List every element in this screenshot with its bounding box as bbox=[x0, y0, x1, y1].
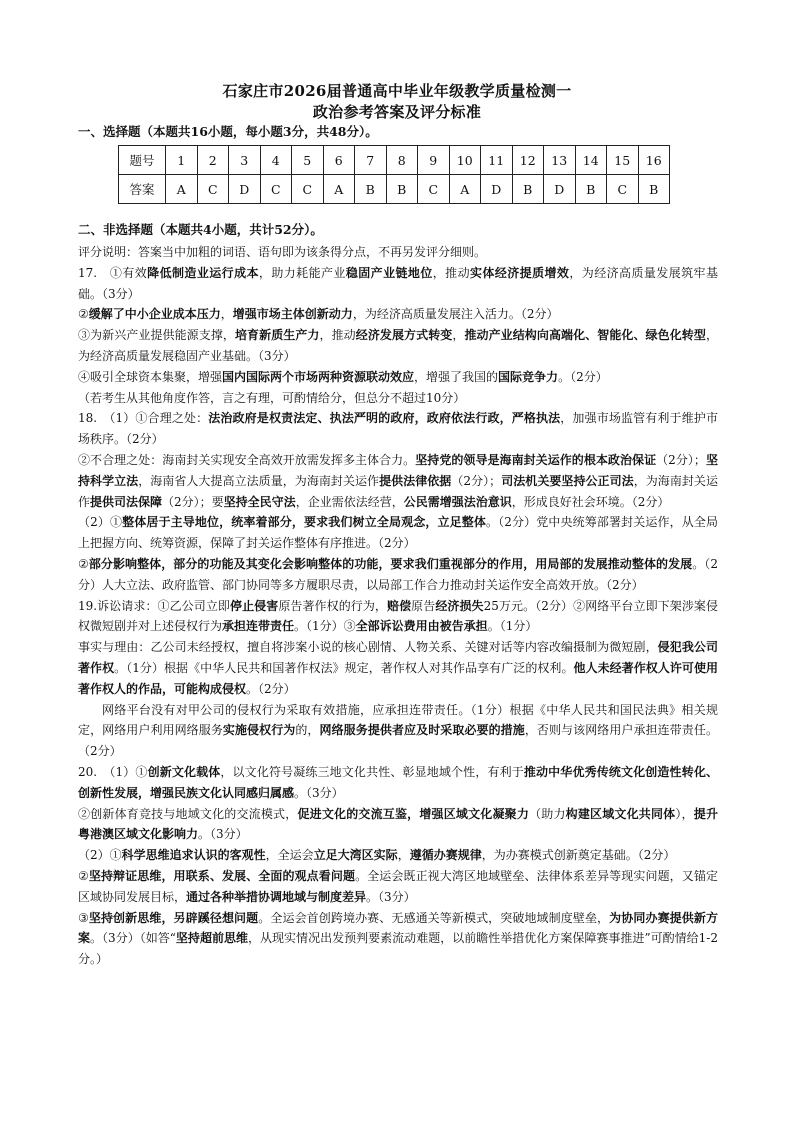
question-number: 10 bbox=[449, 146, 481, 175]
row-label-number: 题号 bbox=[119, 146, 166, 175]
answer-cell: C bbox=[607, 175, 639, 204]
question-number: 16 bbox=[638, 146, 670, 175]
question-number: 1 bbox=[166, 146, 198, 175]
q19-claims: 19.诉讼请求：①乙公司立即停止侵害原告著作权的行为，赔偿原告经济损失25万元。（2分）②网络平台立即下架涉案侵权微短剧并对上述侵权行为承担连带责任。（1分）③全部诉讼费用由被告承担。（1分） bbox=[78, 598, 718, 634]
q17-point-2: ②缓解了中小企业成本压力，增强市场主体创新动力，为经济高质量发展注入活力。（2分） bbox=[78, 307, 559, 322]
section1-heading: 一、选择题（本题共16小题，每小题3分，共48分）。 bbox=[78, 124, 378, 139]
scoring-note: 评分说明：答案当中加粗的词语、语句即为该条得分点，不再另发评分细则。 bbox=[78, 245, 487, 259]
q20-part2-point-2: ②坚持辩证思维，用联系、发展、全面的观点看问题。全运会既正视大湾区地域壁垒、法律体系差异等现实问题，又锚定区域协同发展目标，通过各种举措协调地域与制度差异。（3分） bbox=[78, 868, 718, 904]
q17-note: （若考生从其他角度作答，言之有理，可酌情给分，但总分不超过10分） bbox=[78, 390, 466, 405]
question-number: 12 bbox=[512, 146, 544, 175]
q20-part2-point-3: ③坚持创新思维，另辟蹊径想问题。全运会首创跨境办赛、无感通关等新模式，突破地域制度壁垒，为协同办赛提供新方案。（3分）（如答“坚持超前思维，从现实情况出发预判要素流动难题，以前瞻性举措优化方案保障赛事推进”可酌情给1-2分。） bbox=[78, 910, 718, 967]
answer-cell: D bbox=[229, 175, 261, 204]
document-title: 石家庄市2026届普通高中毕业年级教学质量检测一 bbox=[222, 82, 572, 100]
q19-facts-reasons: 事实与理由：乙公司未经授权，擅自将涉案小说的核心剧情、人物关系、关键对话等内容改编摄制为微短剧，侵犯我公司著作权。（1分）根据《中华人民共和国著作权法》规定，著作权人对其作品享有广泛的权利。他人未经著作权人许可使用著作权人的作品，可能构成侵权。（2分） bbox=[78, 640, 718, 696]
answer-cell: B bbox=[512, 175, 544, 204]
q18-part1-point-2: ②不合理之处：海南封关实现安全高效开放需发挥多主体合力。坚持党的领导是海南封关运作的根本政治保证（2分）；坚持科学立法，海南省人大提高立法质量，为海南封关运作提供法律依据（2分）；司法机关要坚持公正司法，为海南封关运作提供司法保障（2分）；要坚持全民守法，企业需依法经营，公民需增强法治意识，形成良好社会环境。（2分） bbox=[78, 452, 718, 509]
answer-cell: C bbox=[260, 175, 292, 204]
answer-table-number-row bbox=[119, 146, 670, 175]
question-number: 8 bbox=[386, 146, 418, 175]
question-number: 2 bbox=[197, 146, 229, 175]
question-number: 11 bbox=[481, 146, 513, 175]
answer-cell: A bbox=[323, 175, 355, 204]
q17-point-3: ③为新兴产业提供能源支撑，培育新质生产力，推动经济发展方式转变，推动产业结构向高端化、智能化、绿色化转型，为经济高质量发展稳固产业基础。（3分） bbox=[78, 328, 718, 363]
question-number: 14 bbox=[575, 146, 607, 175]
answer-cell: B bbox=[355, 175, 387, 204]
answer-cell: B bbox=[575, 175, 607, 204]
question-number: 4 bbox=[260, 146, 292, 175]
question-number: 3 bbox=[229, 146, 261, 175]
section2-body bbox=[78, 242, 718, 970]
answer-cell: D bbox=[544, 175, 576, 204]
q20-part2-point-1: （2）①科学思维追求认识的客观性，全运会立足大湾区实际，遵循办赛规律，为办赛模式创新奠定基础。（2分） bbox=[78, 848, 676, 863]
q19-platform-liability: 网络平台没有对甲公司的侵权行为采取有效措施，应承担连带责任。（1分）根据《中华人民共和国民法典》相关规定，网络用户利用网络服务实施侵权行为的，网络服务提供者应及时采取必要的措施，否则与该网络用户承担连带责任。（2分） bbox=[78, 702, 718, 759]
answer-cell: B bbox=[386, 175, 418, 204]
q17-point-4: ④吸引全球资本集聚，增强国内国际两个市场两种资源联动效应，增强了我国的国际竞争力。（2分） bbox=[78, 369, 608, 384]
answer-cell: A bbox=[166, 175, 198, 204]
document-subtitle: 政治参考答案及评分标准 bbox=[312, 103, 482, 121]
q18-part1-point-1: 18. （1）①合理之处：法治政府是权责法定、执法严明的政府，政府依法行政，严格执法，加强市场监管有利于维护市场秩序。（2分） bbox=[78, 411, 718, 447]
q18-part2-point-1: （2）①整体居于主导地位，统率着部分，要求我们树立全局观念，立足整体。（2分）党中央统筹部署封关运作，从全局上把握方向、统筹资源，保障了封关运作整体有序推进。（2分） bbox=[78, 515, 718, 551]
question-number: 9 bbox=[418, 146, 450, 175]
row-label-answer: 答案 bbox=[119, 175, 166, 204]
answer-cell: B bbox=[638, 175, 670, 204]
q17-point-1: 17. ①有效降低制造业运行成本，助力耗能产业稳固产业链地位，推动实体经济提质增效，为经济高质量发展筑牢基础。（3分） bbox=[78, 265, 718, 301]
answer-cell: C bbox=[197, 175, 229, 204]
answer-table bbox=[118, 145, 670, 204]
question-number: 7 bbox=[355, 146, 387, 175]
answer-cell: A bbox=[449, 175, 481, 204]
q20-part1-point-1: 20. （1）①创新文化载体，以文化符号凝练三地文化共性、彰显地域个性，有利于推动中华优秀传统文化创造性转化、创新性发展，增强民族文化认同感归属感。（3分） bbox=[78, 764, 718, 800]
question-number: 5 bbox=[292, 146, 324, 175]
answer-table-answer-row bbox=[119, 175, 670, 204]
question-number: 15 bbox=[607, 146, 639, 175]
answer-cell: C bbox=[292, 175, 324, 204]
section2-heading: 二、非选择题（本题共4小题，共计52分）。 bbox=[78, 222, 323, 237]
answer-cell: D bbox=[481, 175, 513, 204]
q20-part1-point-2: ②创新体育竞技与地域文化的交流模式，促进文化的交流互鉴，增强区域文化凝聚力（助力构建区域文化共同体），提升粤港澳区域文化影响力。（3分） bbox=[78, 806, 718, 842]
answer-cell: C bbox=[418, 175, 450, 204]
question-number: 6 bbox=[323, 146, 355, 175]
q18-part2-point-2: ②部分影响整体，部分的功能及其变化会影响整体的功能，要求我们重视部分的作用，用局部的发展推动整体的发展。（2分）人大立法、政府监管、部门协同等多方履职尽责，以局部工作合力推动封关运作安全高效开放。（2分） bbox=[78, 556, 718, 592]
question-number: 13 bbox=[544, 146, 576, 175]
